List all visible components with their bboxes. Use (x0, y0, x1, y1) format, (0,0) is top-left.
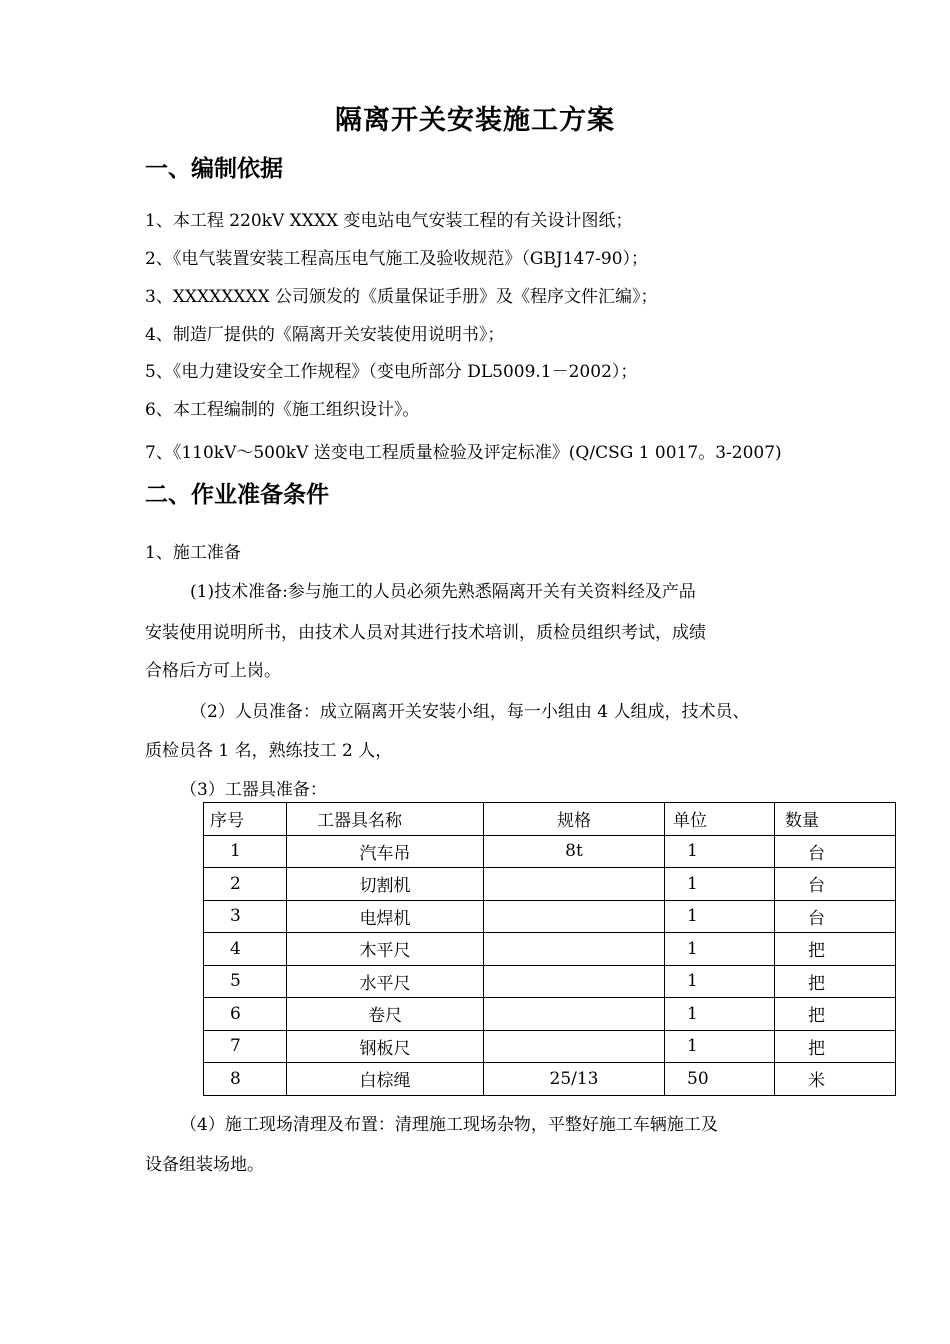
table-row (204, 998, 896, 1031)
table-cell: 切割机 (287, 868, 484, 901)
table-cell: 米 (775, 1063, 896, 1096)
table-cell: 1 (665, 1030, 775, 1063)
table-cell: 汽车吊 (287, 835, 484, 868)
table-cell: 钢板尺 (287, 1030, 484, 1063)
table-cell: 木平尺 (287, 933, 484, 966)
table-row (204, 965, 896, 998)
table-cell (484, 998, 665, 1031)
table-cell (484, 900, 665, 933)
table-cell: 电焊机 (287, 900, 484, 933)
table-cell: 4 (204, 933, 287, 966)
table-cell: 白棕绳 (287, 1063, 484, 1096)
table-cell: 把 (775, 965, 896, 998)
header-cell: 单位 (665, 803, 775, 836)
table-row (204, 835, 896, 868)
table-cell: 8t (484, 835, 665, 868)
table-cell: 8 (204, 1063, 287, 1096)
basis-item: 3、XXXXXXXX 公司颁发的《质量保证手册》及《程序文件汇编》； (145, 287, 658, 307)
basis-item: 1、本工程 220kV XXXX 变电站电气安装工程的有关设计图纸； (145, 211, 633, 231)
table-header-row (204, 803, 896, 836)
paragraph-line: 设备组装场地。 (145, 1155, 264, 1175)
basis-item: 4、制造厂提供的《隔离开关安装使用说明书》； (145, 325, 505, 345)
basis-item: 2、《电气装置安装工程高压电气施工及验收规范》（GBJ147-90）； (145, 249, 649, 269)
table-cell: 2 (204, 868, 287, 901)
table-cell (484, 965, 665, 998)
table-cell: 25/13 (484, 1063, 665, 1096)
table-cell: 7 (204, 1030, 287, 1063)
document-title: 隔离开关安装施工方案 (335, 105, 615, 136)
section1-heading: 一、编制依据 (145, 155, 283, 182)
header-cell: 规格 (484, 803, 665, 836)
paragraph-line: （3）工器具准备： (180, 780, 327, 800)
table-cell (484, 868, 665, 901)
table-cell: 1 (665, 868, 775, 901)
table-row (204, 1063, 896, 1096)
paragraph-line: （2）人员准备：成立隔离开关安装小组，每一小组由 4 人组成，技术员、 (190, 702, 750, 722)
basis-item: 5、《电力建设安全工作规程》（变电所部分 DL5009.1－2002）； (145, 362, 638, 382)
table-cell: 把 (775, 998, 896, 1031)
table-cell: 台 (775, 900, 896, 933)
table-row (204, 933, 896, 966)
basis-item: 7、《110kV～500kV 送变电工程质量检验及评定标准》(Q/CSG 1 0017。3-2007) (145, 443, 782, 463)
table-cell: 6 (204, 998, 287, 1031)
table-cell: 1 (665, 900, 775, 933)
header-cell: 序号 (204, 803, 287, 836)
table-cell: 1 (665, 933, 775, 966)
paragraph-line: (1)技术准备:参与施工的人员必须先熟悉隔离开关有关资料经及产品 (190, 582, 696, 602)
table-row (204, 900, 896, 933)
table-cell: 把 (775, 1030, 896, 1063)
table-row (204, 1030, 896, 1063)
table-cell: 卷尺 (287, 998, 484, 1031)
basis-item: 6、本工程编制的《施工组织设计》。 (145, 400, 420, 420)
table-cell (484, 933, 665, 966)
table-row (204, 868, 896, 901)
paragraph-line: 合格后方可上岗。 (145, 661, 281, 681)
table-cell: 50 (665, 1063, 775, 1096)
subsection-heading: 1、施工准备 (145, 543, 241, 563)
table-cell (484, 1030, 665, 1063)
table-cell: 水平尺 (287, 965, 484, 998)
tool-table (203, 802, 896, 1096)
table-cell: 5 (204, 965, 287, 998)
paragraph-line: （4）施工现场清理及布置：清理施工现场杂物，平整好施工车辆施工及 (180, 1115, 718, 1135)
paragraph-line: 安装使用说明所书，由技术人员对其进行技术培训，质检员组织考试，成绩 (145, 623, 706, 643)
table-cell: 1 (204, 835, 287, 868)
paragraph-line: 质检员各 1 名，熟练技工 2 人， (145, 741, 393, 761)
header-cell: 数量 (775, 803, 896, 836)
table-cell: 1 (665, 998, 775, 1031)
table-cell: 台 (775, 835, 896, 868)
table-cell: 把 (775, 933, 896, 966)
table-cell: 3 (204, 900, 287, 933)
table-cell: 1 (665, 965, 775, 998)
header-cell: 工器具名称 (287, 803, 484, 836)
section2-heading: 二、作业准备条件 (145, 481, 329, 508)
table-cell: 1 (665, 835, 775, 868)
table-cell: 台 (775, 868, 896, 901)
